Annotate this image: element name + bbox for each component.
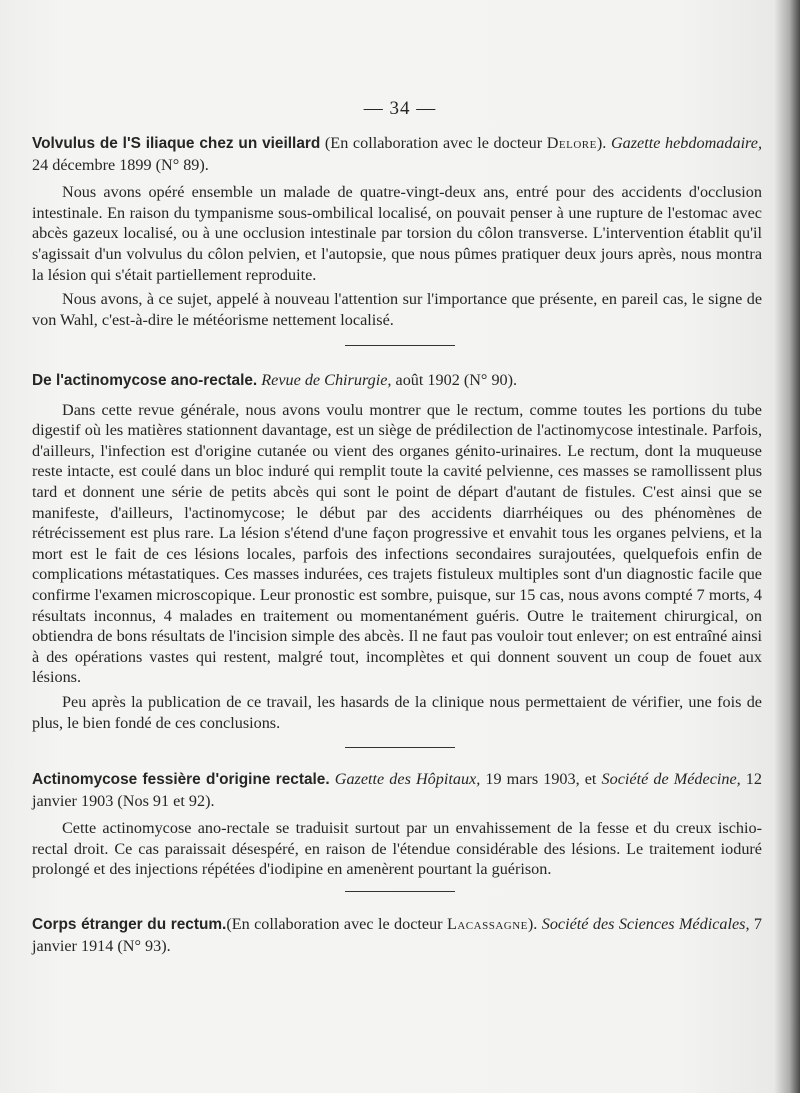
entry-collab-text: (En collaboration avec le docteur [320,134,547,152]
entry-title: Corps étranger du rectum. [32,916,227,933]
entry-author-close: ). [596,134,611,152]
entry-ref: 7 janvier 1914 (N° 93). [32,915,763,955]
entry-paragraph: Nous avons, à ce sujet, appelé à nouveau l'attention sur l'importance que présente, en pareil cas, le signe de von Wahl, c'est-à-dire le météorisme nettement localisé. [32,290,762,329]
bibliography-entry [32,914,762,956]
entry-journal: Société des Sciences Médicales, [541,915,750,933]
entry-collab-text: (En collaboration avec le docteur [226,915,447,933]
entry-journal: Revue de Chirurgie, [261,371,392,389]
entry-paragraph: Cette actinomycose ano-rectale se traduisit surtout par un envahissement de la fesse et du creux ischio-rectal droit. Ce cas paraissait désespéré, en raison de l'étendue considérable des lésions. Le traitement ioduré prolongé et des injections répétées d'iodipine en amenèrent pourtant la guérison. [32,819,762,879]
section-divider [345,345,455,346]
entry-author: Delore [546,134,597,152]
entry-journal-2: Société de Médecine, [601,770,741,788]
entry-author: Lacassagne [446,915,528,933]
entry-author-close: ). [527,915,542,933]
entry-journal: Gazette hebdomadaire, [610,134,762,152]
section-divider [345,747,455,748]
bibliography-entry [32,769,762,880]
entry-paragraph: Peu après la publication de ce travail, les hasards de la clinique nous permettaient de vérifier, une fois de plus, le bien fondé de ces conclusions. [32,692,762,732]
entry-title: De l'actinomycose ano-rectale. [32,372,258,389]
entry-paragraph: Dans cette revue générale, nous avons voulu montrer que le rectum, comme toutes les portions du tube digestif où les matières stationnent davantage, est un siège de prédilection de l'actinomycose intestinale. Parfois, d'ailleurs, l'infection est d'origine cutanée ou vient des organes génito-urinaires. Le rectum, dont la muqueuse reste intacte, est coulé dans un bloc induré qui remplit toute la cavité pelvienne, ces masses se ramollissent plus tard et donnent une série de petits abcès qui sont le point de départ d'autant de fistules. C'est ainsi que se manifeste, d'ailleurs, l'actinomycose; le début par des accidents diarrhéiques ou des phénomènes de rétrécissement est plus rare. La lésion s'étend d'une façon progressive et envahit tous les organes pelviens, et la mort est le fait de ces lésions locales, parfois des infections secondaires surajoutées, quelquefois enfin de complications métastatiques. Ces masses indurées, ces trajets fistuleux multiples sont d'un diagnostic facile que confirme l'examen microscopique. Leur pronostic est sombre, puisque, sur 15 cas, nous avons compté 7 morts, 4 résultats inconnus, 4 malades en traitement ou momentanément guéris. Outre le traitement chirurgical, on obtiendra de bons résultats de l'incision simple des abcès. Il ne faut pas vouloir tout enlever; on est entraîné ainsi à des opérations vastes qui restent, malgré tout, incomplètes et qui donnent souvent un coup de fouet aux lésions. [32,400,762,687]
bibliography-entry [32,370,762,733]
page-edge-shadow [774,0,800,1093]
entry-journal: Gazette des Hôpitaux, [334,770,481,788]
entry-heading [32,370,762,392]
entry-ref: août 1902 (N° 90). [391,371,518,389]
entry-paragraph: Nous avons opéré ensemble un malade de quatre-vingt-deux ans, entré pour des accidents d'occlusion intestinale. En raison du tympanisme sous-ombilical localisé, on pouvait penser à une rupture de l'estomac avec abcès gazeux localisé, ou à une occlusion intestinale par torsion du côlon transverse. L'intervention établit qu'il s'agissait d'un volvulus du côlon pelvien, et l'autopsie, que nous pûmes pratiquer deux jours après, nous montra la lésion qui s'était partiellement reproduite. [32,183,762,284]
entry-ref: 24 décembre 1899 (N° 89). [32,155,209,174]
page-number: — 34 — [363,98,437,119]
entry-heading [32,133,762,175]
bibliography-entry [32,133,762,330]
entry-heading [32,769,762,811]
entry-title: Volvulus de l'S iliaque chez un vieillard [32,135,321,152]
entry-title: Actinomycose fessière d'origine rectale. [32,771,330,788]
entry-ref-2: 12 janvier 1903 (Nos 91 et 92). [32,770,762,810]
entry-heading [32,914,762,956]
entry-ref: 19 mars 1903, et [480,770,602,788]
section-divider [345,891,455,892]
